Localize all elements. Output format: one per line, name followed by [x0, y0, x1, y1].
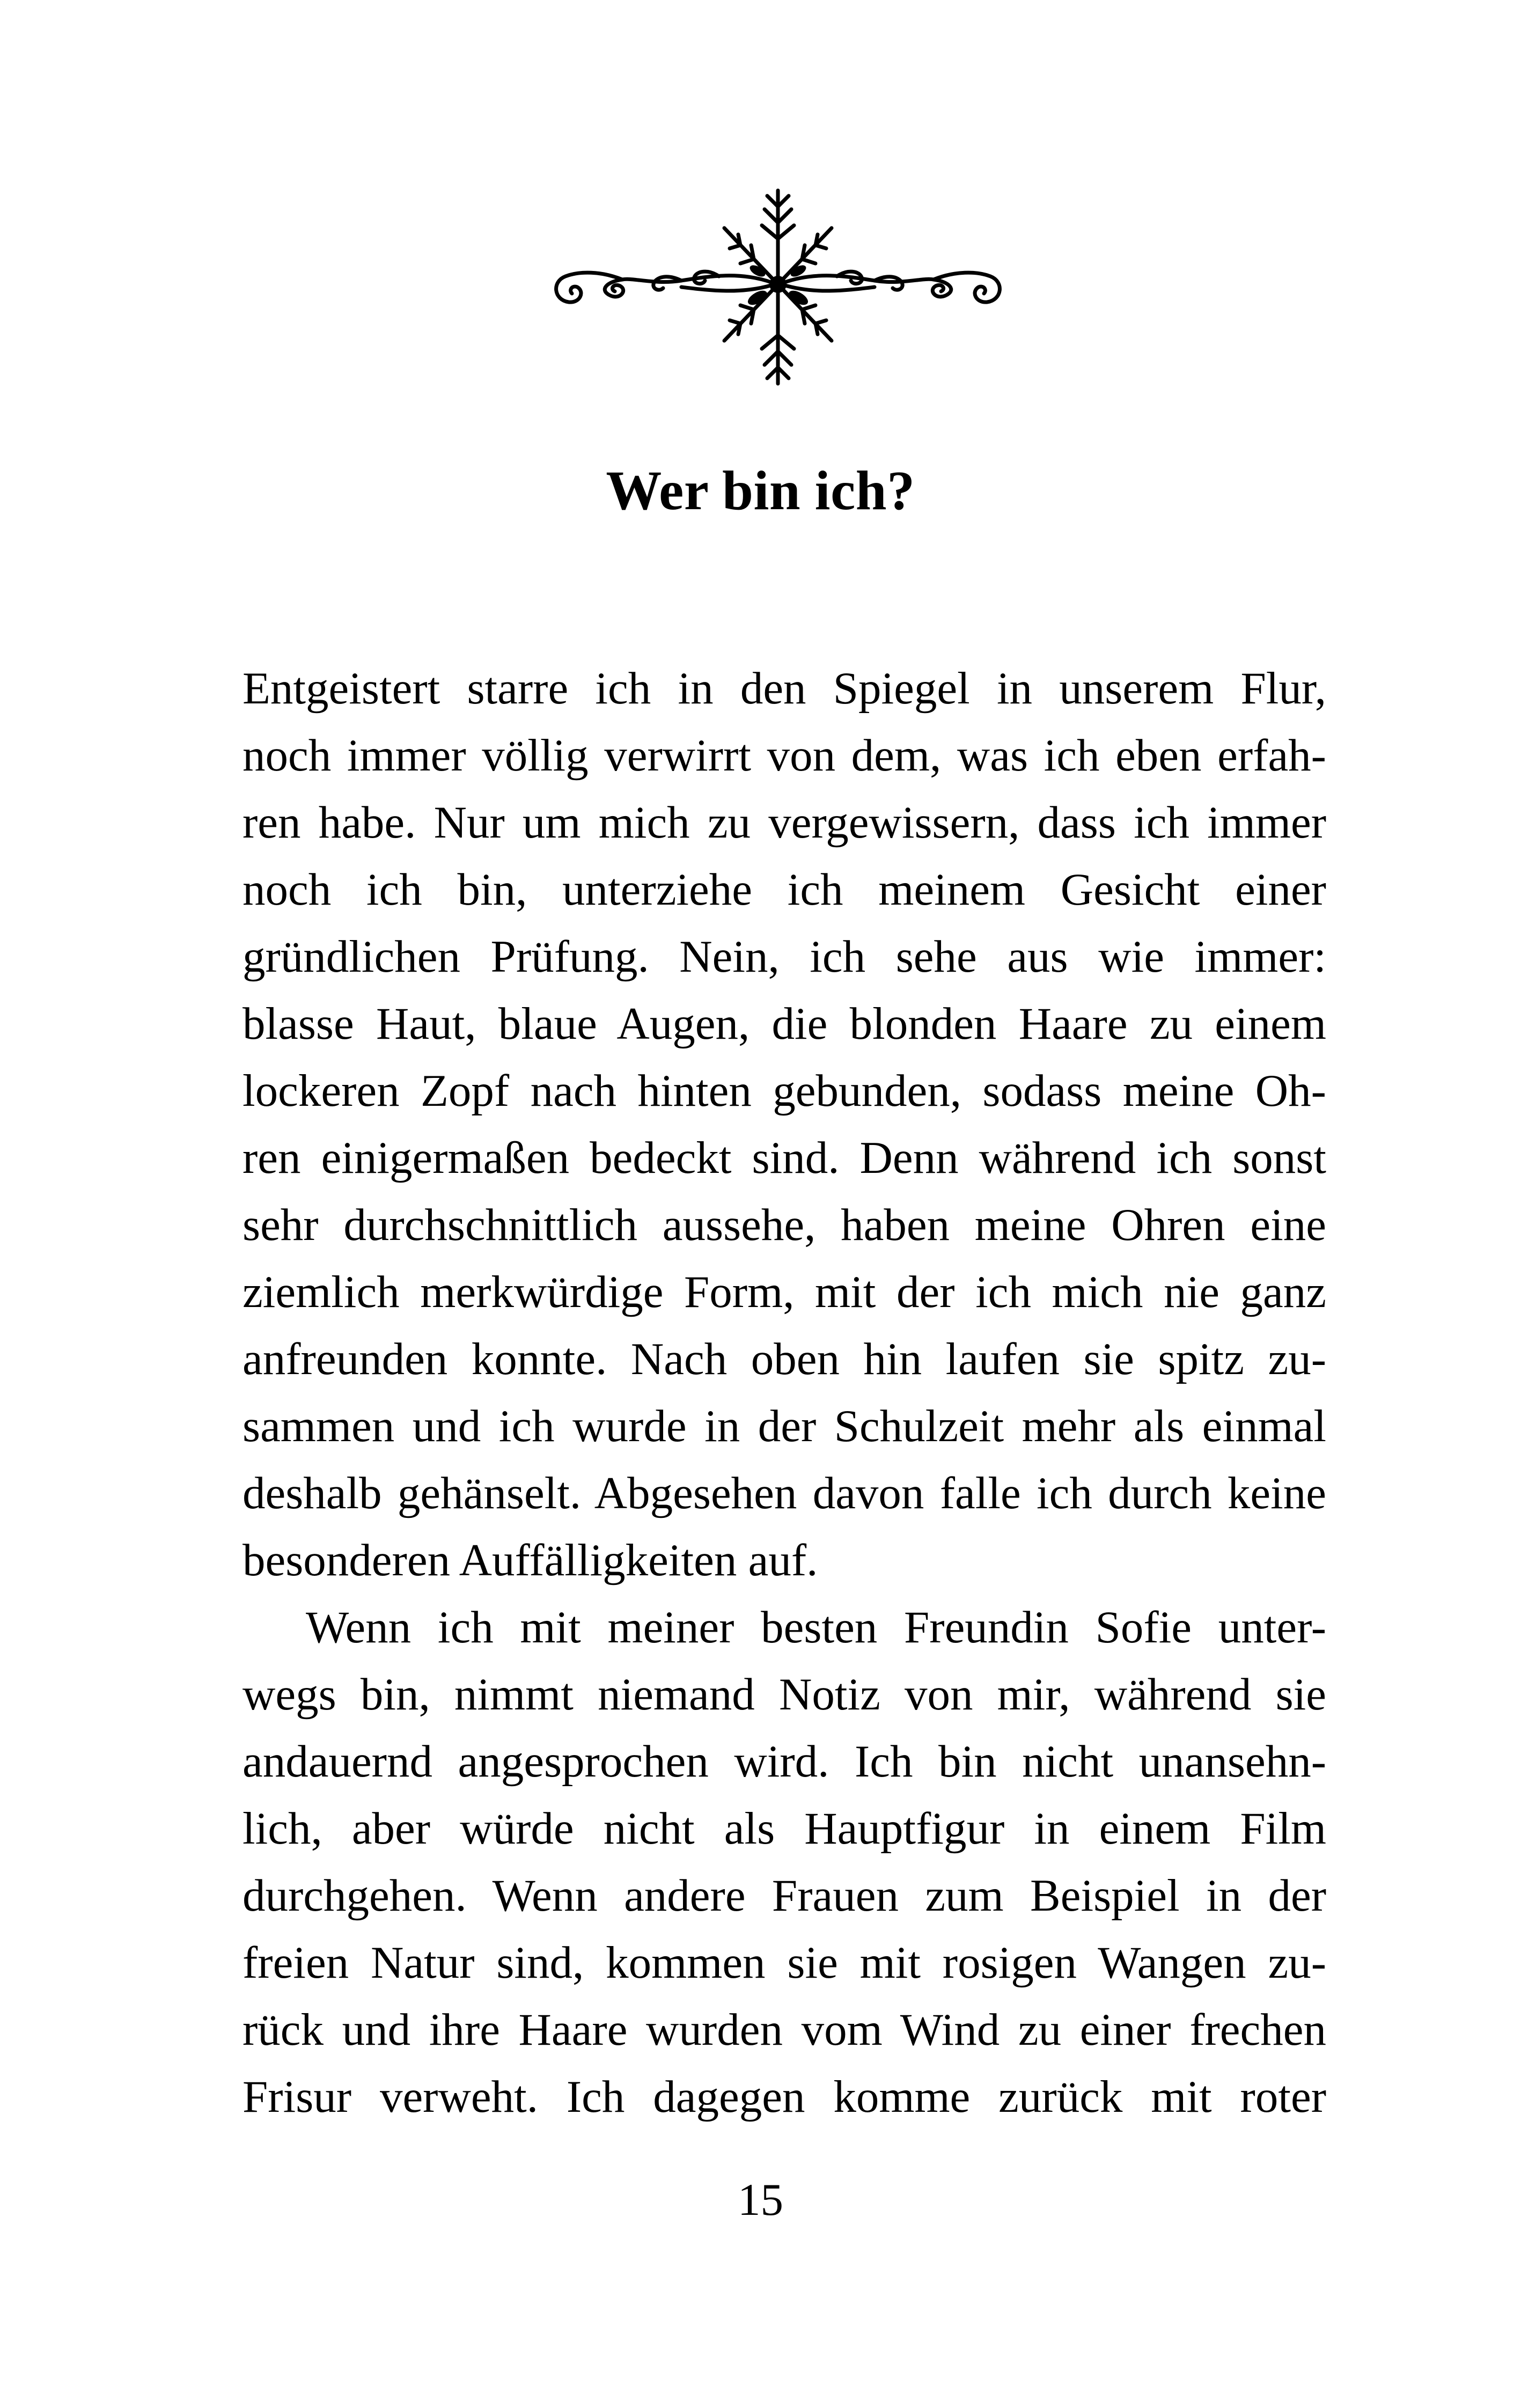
text-line: anfreunden konnte. Nach oben hin laufen sie spitz zu-	[243, 1334, 1326, 1384]
text-line: blasse Haut, blaue Augen, die blonden Haare zu einem	[243, 999, 1326, 1049]
text-line: lockeren Zopf nach hinten gebunden, sodass meine Oh-	[243, 1066, 1326, 1116]
body-text	[243, 655, 1326, 2131]
text-line: rück und ihre Haare wurden vom Wind zu einer frechen	[243, 2005, 1326, 2055]
text-line: Entgeistert starre ich in den Spiegel in unserem Flur,	[243, 663, 1326, 714]
text-line: sehr durchschnittlich aussehe, haben meine Ohren eine	[243, 1200, 1326, 1250]
text-line: noch immer völlig verwirrt von dem, was ich eben erfah-	[243, 730, 1326, 781]
text-line: andauernd angesprochen wird. Ich bin nicht unansehn-	[243, 1736, 1326, 1787]
text-line: durchgehen. Wenn andere Frauen zum Beispiel in der	[243, 1870, 1326, 1921]
chapter-title: Wer bin ich?	[606, 460, 915, 522]
page-number: 15	[738, 2175, 783, 2225]
text-line: besonderen Auffälligkeiten auf.	[243, 1535, 818, 1585]
text-line: ziemlich merkwürdige Form, mit der ich mich nie ganz	[243, 1267, 1326, 1317]
text-line: Frisur verweht. Ich dagegen komme zurück mit roter	[243, 2072, 1326, 2122]
text-line: sammen und ich wurde in der Schulzeit mehr als einmal	[243, 1401, 1326, 1451]
text-line: deshalb gehänselt. Abgesehen davon falle ich durch keine	[243, 1468, 1326, 1518]
text-line: gründlichen Prüfung. Nein, ich sehe aus wie immer:	[243, 931, 1326, 982]
snowflake-ornament-icon	[547, 185, 1009, 389]
text-line: ren habe. Nur um mich zu vergewissern, dass ich immer	[243, 797, 1326, 848]
text-line: Wenn ich mit meiner besten Freundin Sofie unter-	[306, 1602, 1326, 1653]
text-line: ren einigermaßen bedeckt sind. Denn während ich sonst	[243, 1133, 1326, 1183]
text-line: freien Natur sind, kommen sie mit rosigen Wangen zu-	[243, 1937, 1326, 1988]
text-line: noch ich bin, unterziehe ich meinem Gesicht einer	[243, 864, 1326, 915]
text-line: lich, aber würde nicht als Hauptfigur in einem Film	[243, 1803, 1326, 1854]
text-line: wegs bin, nimmt niemand Notiz von mir, während sie	[243, 1669, 1326, 1720]
